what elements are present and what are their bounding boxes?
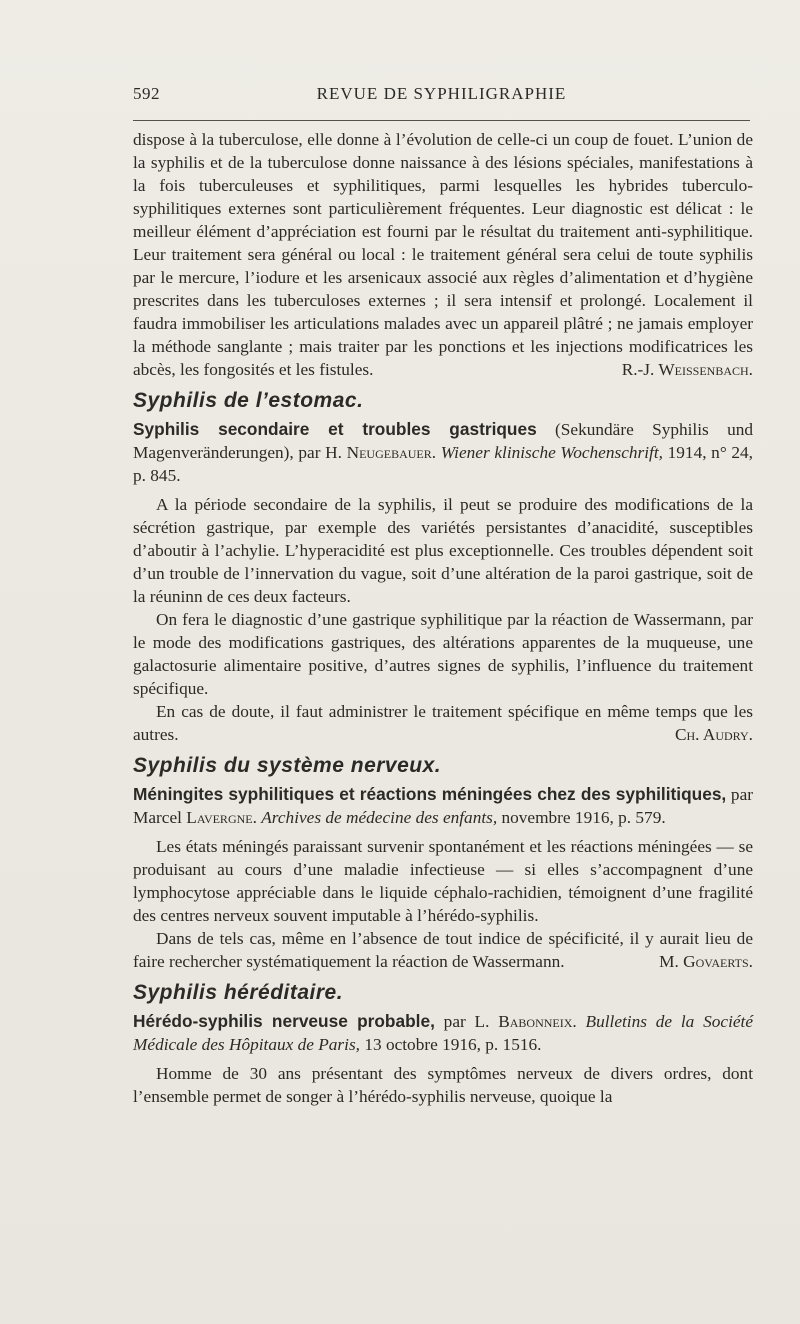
section-heading-estomac: Syphilis de l’estomac. xyxy=(133,389,364,412)
citation-text: par Marcel xyxy=(133,785,753,827)
journal-title: Archives de médecine des enfants, xyxy=(261,808,498,827)
citation-text: . xyxy=(572,1012,586,1031)
citation-text: . xyxy=(431,443,441,462)
entry-citation-heredo xyxy=(133,1010,753,1056)
intro-paragraph xyxy=(133,128,753,381)
citation-text: 1914, n° 24, p. 845. xyxy=(133,443,753,485)
body-paragraph-text: En cas de doute, il faut administrer le traitement spécifique en même temps que les autres. xyxy=(133,702,753,744)
entry-author: Neugebauer xyxy=(346,443,432,462)
running-title: REVUE DE SYPHILIGRAPHIE xyxy=(316,84,567,103)
entry-citation-meningites xyxy=(133,783,753,829)
intro-signature: R.-J. Weissenbach. xyxy=(621,360,753,379)
body-paragraph: On fera le diagnostic d’une gastrique syphilitique par la réaction de Wassermann, par le mode des modifications gastriques, des altérations apparentes de la muqueuse, une galactosurie alimentaire positive, d’autres signes de syphilis, l’influence du traitement spécifique. xyxy=(133,610,753,698)
section-signature: M. Govaerts. xyxy=(659,952,753,971)
body-paragraph: Les états méningés paraissant survenir spontanément et les réactions méningées — se produisant au cours d’une maladie infectieuse — si elles s’accompagnent d’une lymphocytose appréciable dans le liquide céphalo-rachidien, témoignent d’une fragilité des centres nerveux souvent imputable à l’hérédo-syphilis. xyxy=(133,837,753,925)
body-paragraph xyxy=(133,927,753,973)
section-signature: Ch. Audry. xyxy=(674,725,753,744)
citation-text: par L. xyxy=(434,1012,499,1031)
citation-text: 13 octobre 1916, p. 1516. xyxy=(360,1035,542,1054)
journal-title: Wiener klinische Wochenschrift, xyxy=(440,443,663,462)
section-heading-hereditaire: Syphilis héréditaire. xyxy=(133,981,344,1004)
body-paragraph: A la période secondaire de la syphilis, il peut se produire des modifications de la sécrétion gastrique, par exemple des variétés persistantes d’anacidité, susceptibles d’aboutir à l’achylie. L’hyperacidité est plus exceptionnelle. Ces troubles dépendent soit d’un trouble de l’innervation du vague, soit d’une altération de la paroi gastrique, soit de la réuninn de ces deux facteurs. xyxy=(133,495,753,606)
citation-text: novembre 1916, p. 579. xyxy=(497,808,666,827)
body-paragraph xyxy=(133,700,753,746)
running-header xyxy=(133,84,750,110)
entry-title: Méningites syphilitiques et réactions méningées chez des syphilitiques, xyxy=(133,784,727,804)
citation-text: (Sekundäre Syphilis und Magenveränderungen), par H. xyxy=(133,420,753,462)
header-rule xyxy=(133,120,750,121)
entry-author: Babonneix xyxy=(498,1012,573,1031)
entry-title: Syphilis secondaire et troubles gastriques xyxy=(133,419,537,439)
body-paragraph: Homme de 30 ans présentant des symptômes nerveux de divers ordres, dont l’ensemble permet de songer à l’hérédo-syphilis nerveuse, quoique la xyxy=(133,1064,753,1106)
entry-author: Lavergne xyxy=(186,808,253,827)
intro-text: dispose à la tuberculose, elle donne à l’évolution de celle-ci un coup de fouet. L’union de la syphilis et de la tuberculose donne naissance à des lésions spéciales, manifestations à la fois tuberculeuses et syphilitiques, parmi lesquelles les hybrides tuberculo-syphilitiques externes sont particulièrement fréquentes. Leur diagnostic est délicat : le meilleur élément d’appréciation est fourni par le résultat du traitement anti-syphilitique. Leur traitement sera général ou local : le traitement général sera celui de toute syphilis par le mercure, l’iodure et les arsenicaux associé aux règles d’alimentation et d’hygiène prescrites dans les tuberculoses externes ; il sera intensif et prolongé. Localement il faudra immobiliser les articulations malades avec un appareil plâtré ; ne jamais employer la méthode sanglante ; mais traiter par les ponctions et les injections modificatrices les abcès, les fongosités et les fistules. xyxy=(133,130,753,379)
entry-title: Hérédo-syphilis nerveuse probable, xyxy=(133,1011,435,1031)
journal-title: Bulletins de la Société Médicale des Hôpitaux de Paris, xyxy=(133,1012,754,1054)
page-number: 592 xyxy=(133,84,160,103)
citation-text: . xyxy=(252,808,262,827)
section-heading-systeme-nerveux: Syphilis du système nerveux. xyxy=(133,754,442,777)
page-body xyxy=(133,128,753,1108)
body-paragraph-text: Dans de tels cas, même en l’absence de tout indice de spécificité, il y aurait lieu de faire rechercher systématiquement la réaction de Wassermann. xyxy=(133,929,753,971)
entry-citation-estomac xyxy=(133,418,753,487)
